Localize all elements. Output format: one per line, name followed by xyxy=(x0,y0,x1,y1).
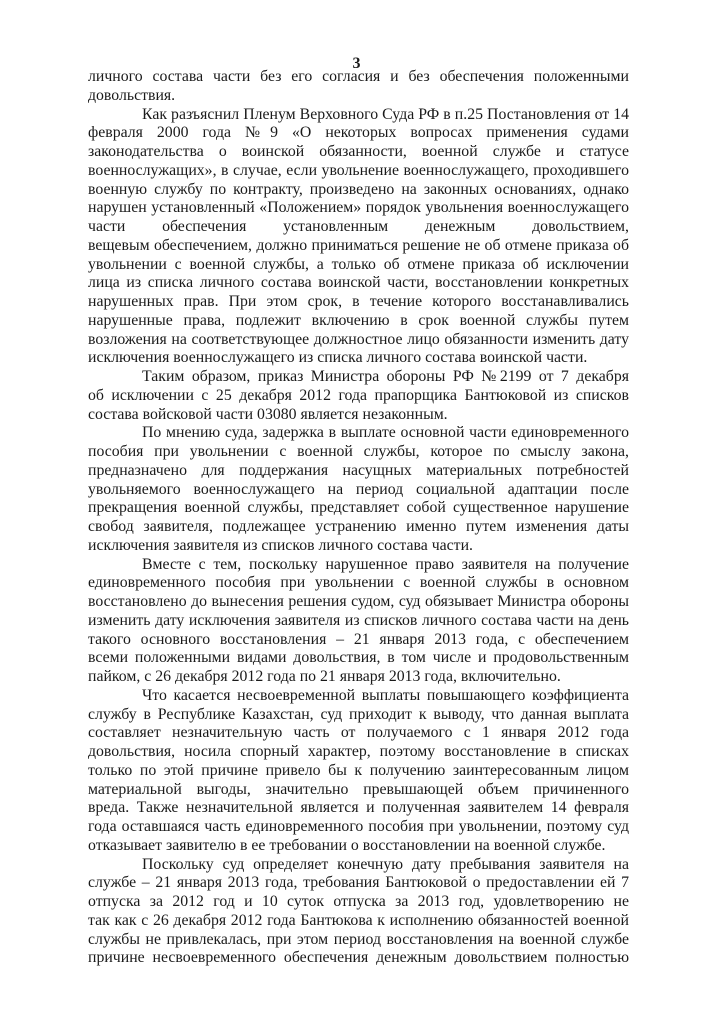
text-line: нарушен установленный «Положением» порядок увольнения военнослужащего xyxy=(88,199,629,217)
text-line: увольнении с военной службы, а только об отмене приказа об исключении xyxy=(88,255,629,273)
page-number: 3 xyxy=(352,55,361,72)
text-line: законодательства о воинской обязанности, военной службе и статусе xyxy=(88,143,629,160)
paragraph xyxy=(88,106,629,369)
text-line: Поскольку суд определяет конечную дату пребывания заявителя на xyxy=(142,855,629,873)
text-line: исключения заявителя из списков личного состава части. xyxy=(88,536,473,554)
text-line: восстановлено до вынесения решения судом, суд обязывает Министра обороны xyxy=(88,593,629,610)
text-line: исключения военнослужащего из списка личного состава воинской части. xyxy=(88,349,588,367)
text-line: года оставшаяся часть единовременного пособия при увольнении, поэтому суд xyxy=(88,818,629,835)
text-line: службу в Республике Казахстан, суд приходит к выводу, что данная выплата xyxy=(88,705,629,723)
text-line: Как разъяснил Пленум Верховного Суда РФ в п.25 Постановления от 14 xyxy=(142,105,629,123)
text-line: отпуска за 2012 год и 10 суток отпуска за 2013 год, удовлетворению не xyxy=(88,893,629,910)
text-line: материальной выгоды, значительно превышающей объем причиненного xyxy=(88,780,629,798)
text-line: составляет незначительную часть от получаемого с 1 января 2012 года xyxy=(88,724,629,742)
paragraph xyxy=(88,856,629,969)
paragraph xyxy=(88,68,629,106)
paragraph xyxy=(88,424,629,555)
text-line: части обеспечения установленным денежным довольствием, xyxy=(88,218,629,235)
text-line: всеми положенными видами довольствия, в том числе и продовольственным xyxy=(88,649,629,667)
text-line: предназначено для поддержания насущных материальных потребностей xyxy=(88,461,629,479)
text-line: пайком, с 26 декабря 2012 года по 21 января 2013 года, включительно. xyxy=(88,668,561,685)
text-line: свобод заявителя, подлежащее устранению именно путем изменения даты xyxy=(88,518,629,535)
text-line: довольствия. xyxy=(88,86,176,104)
paragraph xyxy=(88,556,629,687)
text-line: службе – 21 января 2013 года, требования Бантюковой о предоставлении ей 7 xyxy=(88,874,629,892)
text-line: февраля 2000 года №9 «О некоторых вопросах применения судами xyxy=(88,124,629,142)
text-line: вреда. Также незначительной является и полученная заявителем 14 февраля xyxy=(88,799,629,817)
text-line: только по этой причине привело бы к получению заинтересованным лицом xyxy=(88,761,629,779)
text-line: военнослужащих», в случае, если увольнение военнослужащего, проходившего xyxy=(88,161,629,179)
text-line: состава войсковой части 03080 является незаконным. xyxy=(88,405,448,423)
text-line: причине несвоевременного обеспечения денежным довольствием полностью xyxy=(88,949,629,967)
text-line: Вместе с тем, поскольку нарушенное право заявителя на получение xyxy=(142,555,629,573)
text-line: нарушенные права, подлежит включению в срок военной службы путем xyxy=(88,311,629,329)
text-line: Таким образом, приказ Министра обороны РФ №2199 от 7 декабря xyxy=(142,368,629,385)
text-line: службы не привлекалась, при этом период восстановления на военной службе xyxy=(88,930,629,948)
text-line: военную службу по контракту, произведено на законных основаниях, однако xyxy=(88,180,629,198)
text-line: личного состава части без его согласия и без обеспечения положенными xyxy=(88,68,629,85)
document-body xyxy=(88,68,629,968)
text-line: прекращения военной службы, представляет собой существенное нарушение xyxy=(88,499,629,517)
paragraph xyxy=(88,368,629,424)
text-line: довольствия, носила спорный характер, поэтому восстановление в списках xyxy=(88,743,629,760)
text-line: вещевым обеспечением, должно приниматься решение не об отмене приказа об xyxy=(88,236,629,254)
paragraph xyxy=(88,687,629,856)
text-line: такого основного восстановления – 21 января 2013 года, с обеспечением xyxy=(88,630,629,648)
text-line: единовременного пособия при увольнении с военной службы в основном xyxy=(88,574,629,592)
text-line: об исключении с 25 декабря 2012 года прапорщика Бантюковой из списков xyxy=(88,386,629,404)
text-line: нарушенных прав. При этом срок, в течение которого восстанавливались xyxy=(88,293,629,310)
text-line: возложения на соответствующее должностное лицо обязанности изменить дату xyxy=(88,330,629,348)
text-line: Что касается несвоевременной выплаты повышающего коэффициента xyxy=(142,686,629,704)
text-line: пособия при увольнении с военной службы, которое по смыслу закона, xyxy=(88,443,629,460)
text-line: так как с 26 декабря 2012 года Бантюкова к исполнению обязанностей военной xyxy=(88,911,629,929)
text-line: увольняемого военнослужащего на период социальной адаптации после xyxy=(88,480,629,498)
text-line: лица из списка личного состава воинской части, восстановлении конкретных xyxy=(88,274,629,292)
text-line: изменить дату исключения заявителя из списков личного состава части на день xyxy=(88,611,629,629)
text-line: По мнению суда, задержка в выплате основной части единовременного xyxy=(142,424,629,442)
text-line: отказывает заявителю в ее требовании о восстановлении на военной службе. xyxy=(88,836,606,854)
